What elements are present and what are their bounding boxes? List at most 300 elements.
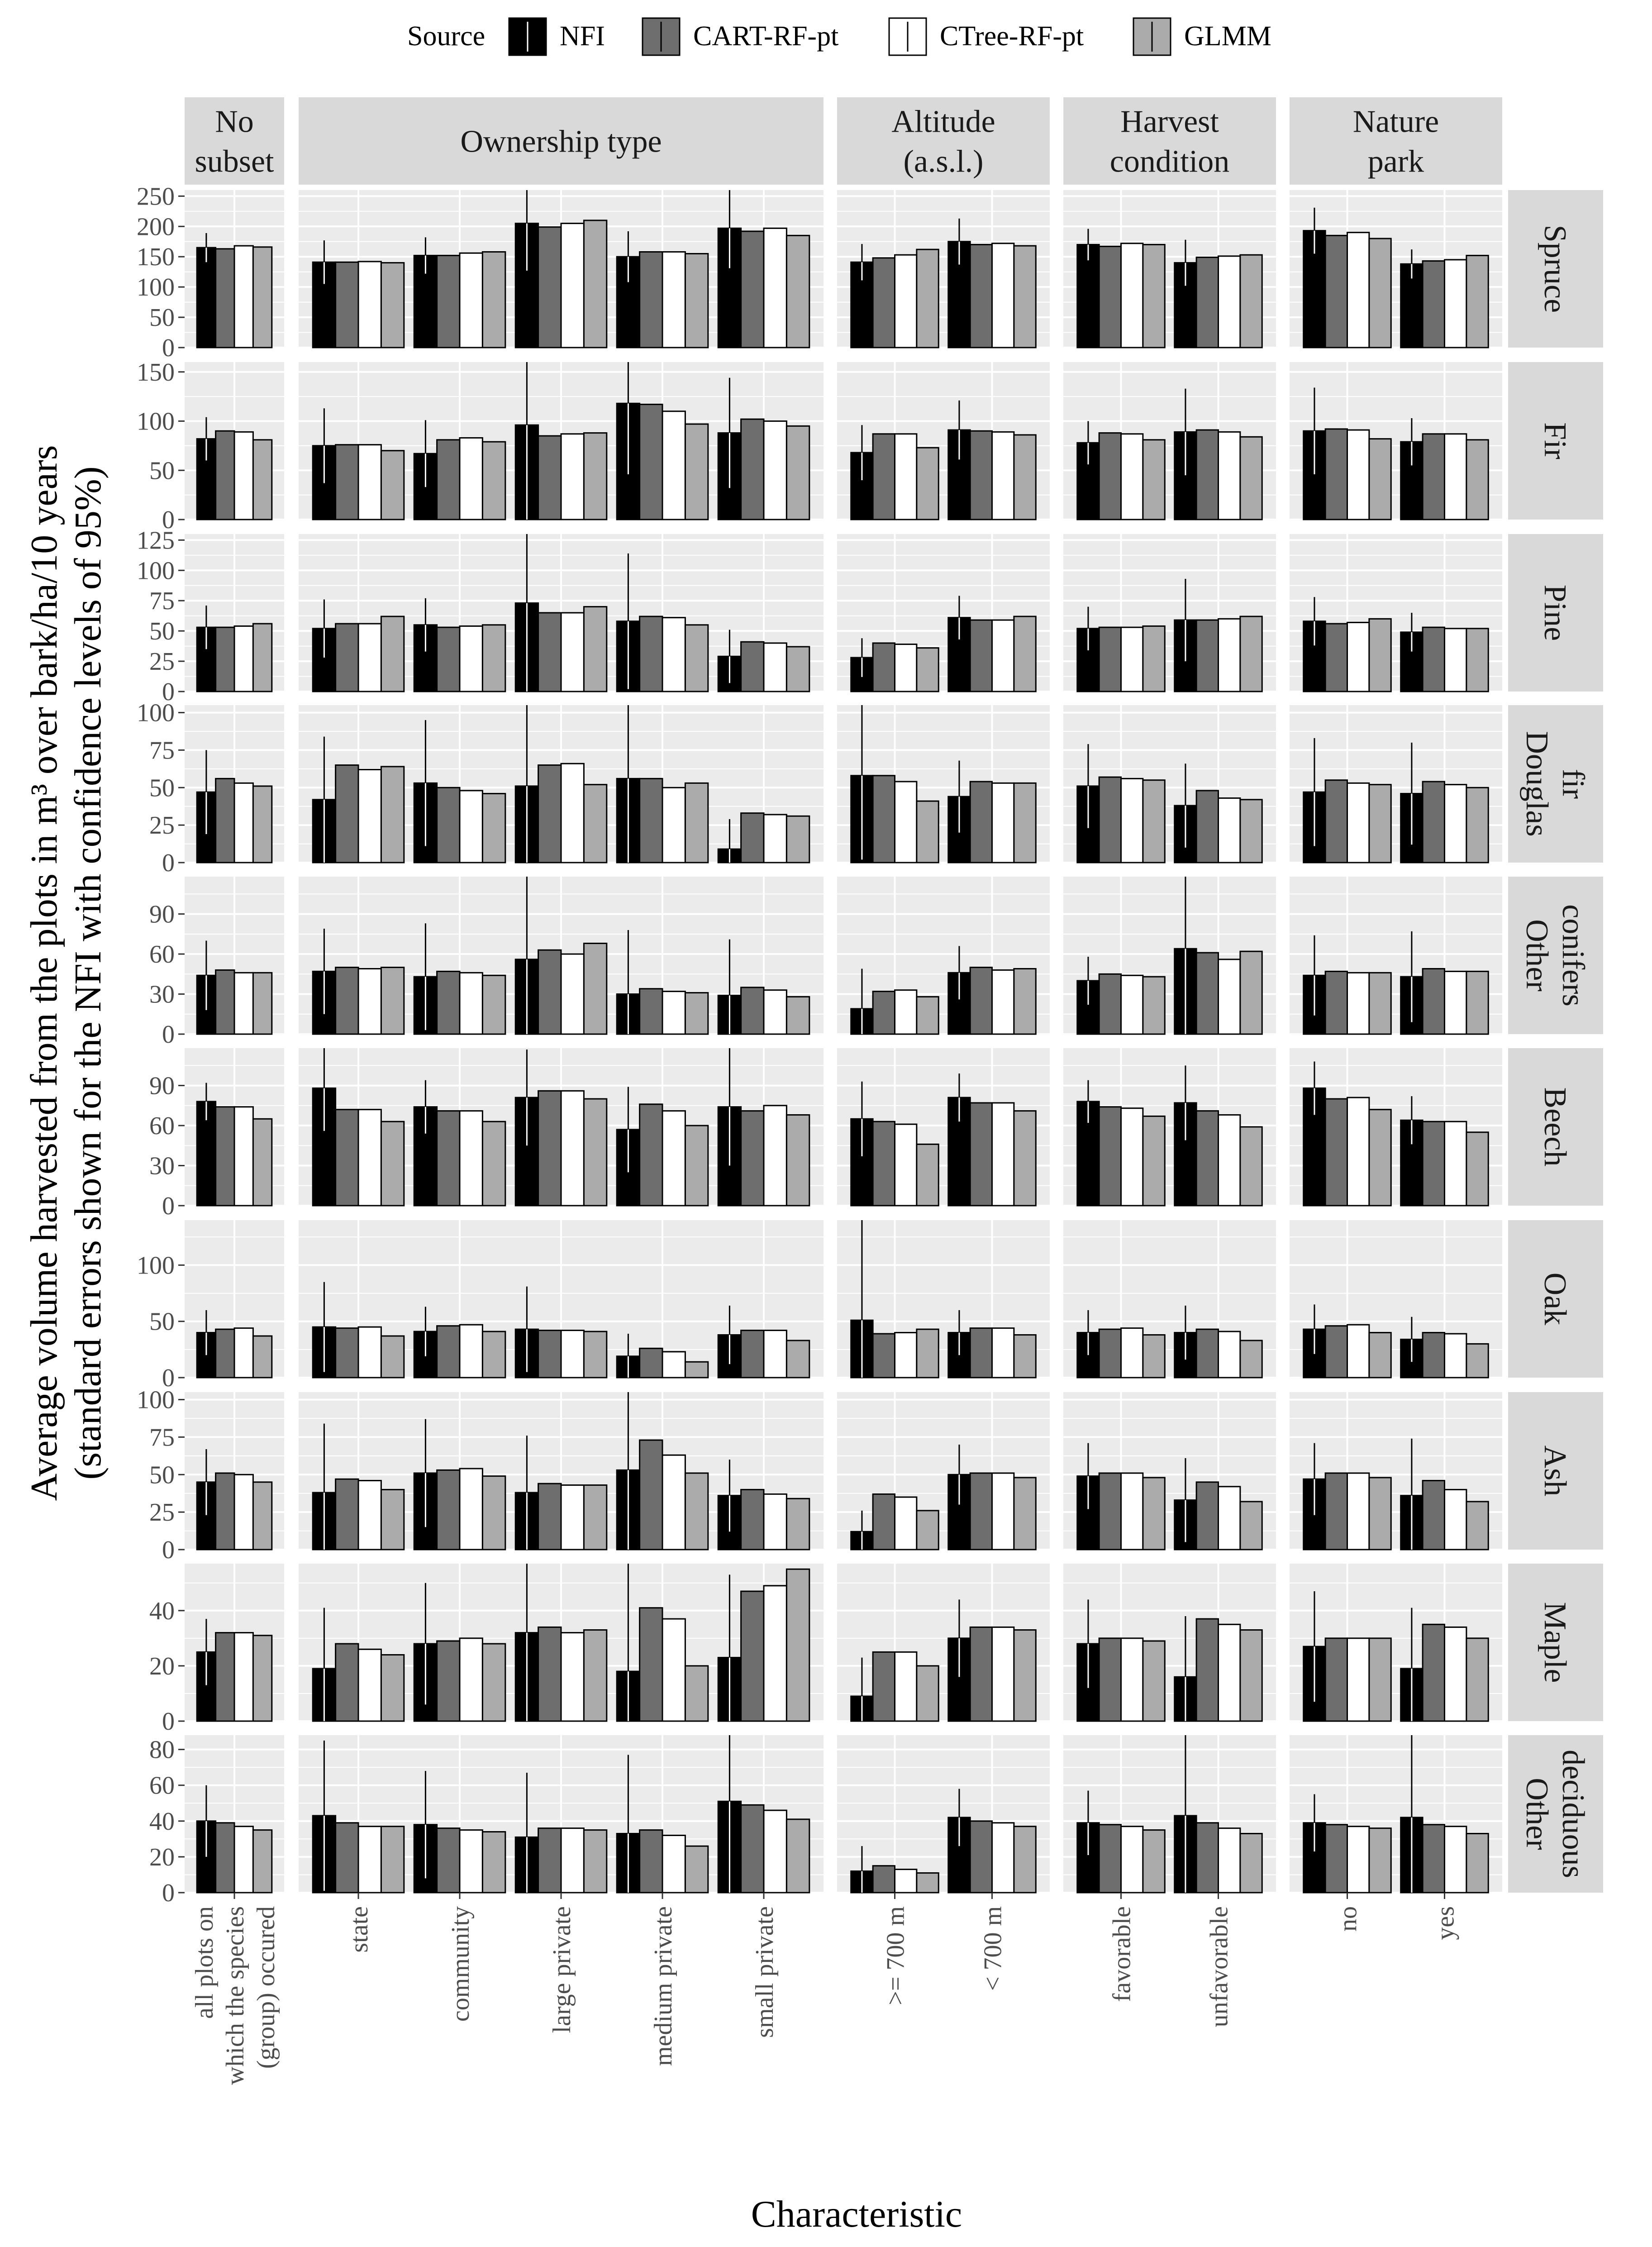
y-tick-label: 125 — [137, 526, 175, 555]
y-tick-label: 75 — [149, 736, 175, 765]
bar-glmm — [381, 1489, 404, 1550]
row-strip-label: fir — [1556, 768, 1590, 799]
column-strip-label: (a.s.l.) — [903, 144, 984, 179]
bar-ctree-rf-pt — [764, 1494, 786, 1550]
bar-cart-rf-pt — [640, 1104, 662, 1206]
bar-ctree-rf-pt — [358, 1110, 381, 1206]
bar-cart-rf-pt — [1099, 1638, 1121, 1721]
row-strip-label: conifers — [1556, 904, 1590, 1007]
bar-glmm — [381, 616, 404, 692]
bar-glmm — [917, 1666, 938, 1721]
bar-cart-rf-pt — [1196, 1619, 1218, 1721]
bar-glmm — [1014, 616, 1036, 692]
y-tick-label: 20 — [149, 1652, 175, 1680]
bar-cart-rf-pt — [437, 787, 460, 863]
bar-glmm — [1369, 619, 1391, 692]
y-tick-label: 100 — [137, 407, 175, 436]
column-strip-label: No — [215, 104, 254, 139]
bar-cart-rf-pt — [1196, 1482, 1218, 1550]
bar-glmm — [253, 1830, 271, 1893]
bar-glmm — [381, 1655, 404, 1721]
y-tick-label: 0 — [162, 506, 175, 534]
y-tick-label: 0 — [162, 1021, 175, 1049]
bar-glmm — [1466, 1344, 1488, 1378]
bar-cart-rf-pt — [538, 1331, 561, 1378]
bar-ctree-rf-pt — [895, 1870, 917, 1893]
bar-ctree-rf-pt — [764, 421, 786, 520]
bar-ctree-rf-pt — [764, 1586, 786, 1721]
bar-ctree-rf-pt — [895, 1124, 917, 1206]
bar-glmm — [381, 263, 404, 348]
bar-cart-rf-pt — [538, 227, 561, 348]
y-tick-label: 250 — [137, 182, 175, 211]
bar-glmm — [1143, 1116, 1165, 1206]
bar-ctree-rf-pt — [1219, 1624, 1240, 1721]
bar-glmm — [786, 1498, 809, 1550]
bar-glmm — [685, 1362, 708, 1378]
bar-cart-rf-pt — [640, 405, 662, 520]
bar-glmm — [1240, 800, 1262, 863]
bar-glmm — [253, 247, 271, 348]
bar-glmm — [1466, 787, 1488, 863]
bar-cart-rf-pt — [640, 778, 662, 863]
y-tick-label: 100 — [137, 1251, 175, 1280]
y-axis-title: Average volume harvested from the plots in m³ over bark/ha/10 years — [23, 445, 65, 1501]
bar-ctree-rf-pt — [1121, 1638, 1143, 1721]
bar-glmm — [1014, 1335, 1036, 1378]
bar-glmm — [685, 424, 708, 520]
bar-ctree-rf-pt — [460, 1325, 482, 1378]
y-tick-label: 90 — [149, 900, 175, 929]
bar-ctree-rf-pt — [662, 1352, 685, 1378]
y-tick-label: 150 — [137, 243, 175, 272]
bar-ctree-rf-pt — [460, 253, 482, 348]
bar-glmm — [381, 1336, 404, 1378]
bar-ctree-rf-pt — [1219, 798, 1240, 863]
bar-ctree-rf-pt — [1347, 1827, 1369, 1893]
bar-glmm — [253, 973, 271, 1034]
bar-glmm — [685, 1846, 708, 1893]
bar-glmm — [786, 1569, 809, 1721]
bar-glmm — [253, 624, 271, 692]
bar-ctree-rf-pt — [561, 1091, 584, 1206]
row-strip-label: deciduous — [1556, 1750, 1590, 1878]
bar-cart-rf-pt — [1423, 1825, 1444, 1893]
bar-cart-rf-pt — [970, 968, 992, 1034]
row-strip-label: Fir — [1538, 422, 1572, 459]
bar-ctree-rf-pt — [1347, 1325, 1369, 1378]
bar-ctree-rf-pt — [895, 255, 917, 348]
bar-ctree-rf-pt — [992, 1823, 1014, 1893]
column-strip-label: condition — [1109, 144, 1230, 179]
bar-ctree-rf-pt — [764, 1810, 786, 1893]
bar-cart-rf-pt — [437, 440, 460, 520]
bar-cart-rf-pt — [538, 1828, 561, 1893]
bar-ctree-rf-pt — [460, 438, 482, 520]
bar-ctree-rf-pt — [662, 992, 685, 1034]
bar-ctree-rf-pt — [1347, 622, 1369, 692]
bar-glmm — [1369, 785, 1391, 863]
bar-cart-rf-pt — [1325, 624, 1347, 692]
bar-cart-rf-pt — [336, 1823, 358, 1893]
legend-title: Source — [407, 21, 486, 52]
bar-glmm — [1240, 1127, 1262, 1206]
bar-cart-rf-pt — [216, 249, 234, 348]
bar-glmm — [482, 1832, 505, 1893]
bar-glmm — [482, 794, 505, 863]
bar-cart-rf-pt — [1423, 434, 1444, 520]
bar-glmm — [381, 1827, 404, 1893]
bar-cart-rf-pt — [741, 231, 764, 348]
bar-ctree-rf-pt — [358, 262, 381, 348]
bar-ctree-rf-pt — [895, 434, 917, 520]
bar-cart-rf-pt — [640, 1348, 662, 1378]
bar-glmm — [1466, 1638, 1488, 1721]
bar-ctree-rf-pt — [234, 432, 253, 520]
bar-ctree-rf-pt — [234, 1827, 253, 1893]
bar-ctree-rf-pt — [234, 1107, 253, 1206]
bar-cart-rf-pt — [741, 1111, 764, 1206]
bar-cart-rf-pt — [336, 968, 358, 1034]
bar-ctree-rf-pt — [561, 954, 584, 1034]
bar-glmm — [1240, 437, 1262, 520]
bar-glmm — [584, 785, 606, 863]
x-tick-label: no — [1334, 1906, 1362, 1932]
bar-cart-rf-pt — [873, 1652, 895, 1721]
bar-ctree-rf-pt — [764, 228, 786, 348]
bar-glmm — [1143, 1830, 1165, 1893]
x-tick-label: >= 700 m — [881, 1906, 910, 2005]
bar-ctree-rf-pt — [1219, 256, 1240, 348]
bar-glmm — [253, 1636, 271, 1721]
bar-glmm — [1014, 968, 1036, 1034]
bar-ctree-rf-pt — [460, 973, 482, 1034]
bar-ctree-rf-pt — [764, 990, 786, 1034]
y-tick-label: 30 — [149, 980, 175, 1009]
bar-ctree-rf-pt — [895, 1652, 917, 1721]
bar-ctree-rf-pt — [561, 1633, 584, 1721]
y-tick-label: 0 — [162, 849, 175, 877]
bar-ctree-rf-pt — [1121, 1827, 1143, 1893]
bar-cart-rf-pt — [741, 642, 764, 692]
bar-cart-rf-pt — [216, 778, 234, 863]
bar-glmm — [1014, 1111, 1036, 1206]
bar-ctree-rf-pt — [1219, 1487, 1240, 1550]
y-tick-label: 75 — [149, 587, 175, 615]
y-tick-label: 150 — [137, 358, 175, 386]
bar-ctree-rf-pt — [460, 626, 482, 692]
bar-cart-rf-pt — [640, 252, 662, 348]
bar-ctree-rf-pt — [358, 1327, 381, 1378]
bar-ctree-rf-pt — [561, 1331, 584, 1378]
bar-glmm — [482, 252, 505, 348]
bar-cart-rf-pt — [970, 782, 992, 863]
row-strip-label: Beech — [1538, 1087, 1572, 1167]
bar-ctree-rf-pt — [460, 1638, 482, 1721]
bar-cart-rf-pt — [1099, 1329, 1121, 1378]
bar-glmm — [1240, 1630, 1262, 1721]
bar-ctree-rf-pt — [662, 787, 685, 863]
row-strip-label: Other — [1519, 1778, 1554, 1850]
bar-glmm — [482, 625, 505, 692]
bar-glmm — [1369, 1333, 1391, 1378]
bar-nfi — [197, 248, 215, 348]
bar-cart-rf-pt — [1423, 782, 1444, 863]
bar-glmm — [685, 783, 708, 863]
bar-ctree-rf-pt — [992, 1473, 1014, 1550]
bar-cart-rf-pt — [873, 434, 895, 520]
bar-glmm — [917, 801, 938, 863]
bar-cart-rf-pt — [216, 627, 234, 692]
x-tick-label: < 700 m — [979, 1906, 1007, 1991]
bar-glmm — [917, 249, 938, 348]
y-tick-label: 90 — [149, 1072, 175, 1100]
bar-ctree-rf-pt — [992, 1103, 1014, 1206]
bar-glmm — [1143, 244, 1165, 348]
bar-glmm — [917, 1329, 938, 1378]
bar-glmm — [584, 943, 606, 1034]
column-strip-label: Nature — [1352, 104, 1439, 139]
bar-cart-rf-pt — [873, 258, 895, 348]
bar-cart-rf-pt — [538, 950, 561, 1034]
y-tick-label: 60 — [149, 1771, 175, 1800]
x-tick-label: favorable — [1108, 1906, 1136, 2002]
bar-cart-rf-pt — [640, 1440, 662, 1550]
y-tick-label: 0 — [162, 1192, 175, 1220]
bar-ctree-rf-pt — [1121, 1473, 1143, 1550]
bar-cart-rf-pt — [970, 1328, 992, 1378]
bar-glmm — [1143, 1641, 1165, 1721]
bar-ctree-rf-pt — [460, 1111, 482, 1206]
bar-ctree-rf-pt — [358, 1827, 381, 1893]
bar-glmm — [917, 1873, 938, 1893]
bar-glmm — [482, 1476, 505, 1550]
y-tick-label: 20 — [149, 1843, 175, 1871]
bar-glmm — [1466, 1502, 1488, 1550]
bar-glmm — [1014, 1478, 1036, 1550]
bar-glmm — [381, 1121, 404, 1206]
bar-cart-rf-pt — [538, 765, 561, 863]
bar-cart-rf-pt — [873, 776, 895, 863]
bar-cart-rf-pt — [1196, 430, 1218, 520]
bar-ctree-rf-pt — [1121, 975, 1143, 1034]
bar-glmm — [685, 1666, 708, 1721]
bar-ctree-rf-pt — [561, 613, 584, 692]
bar-glmm — [917, 448, 938, 520]
y-tick-label: 100 — [137, 557, 175, 585]
bar-cart-rf-pt — [1423, 1333, 1444, 1378]
bar-glmm — [253, 786, 271, 863]
bar-cart-rf-pt — [873, 1494, 895, 1550]
column-strip-label: park — [1367, 144, 1424, 179]
bar-ctree-rf-pt — [561, 224, 584, 348]
bar-cart-rf-pt — [336, 262, 358, 348]
bar-glmm — [917, 1511, 938, 1550]
bar-ctree-rf-pt — [895, 644, 917, 692]
legend — [407, 18, 1271, 55]
bar-cart-rf-pt — [538, 1091, 561, 1206]
bar-cart-rf-pt — [437, 971, 460, 1034]
y-tick-label: 0 — [162, 1364, 175, 1392]
bar-cart-rf-pt — [538, 1484, 561, 1550]
bar-ctree-rf-pt — [992, 783, 1014, 863]
bar-ctree-rf-pt — [234, 1328, 253, 1378]
bar-ctree-rf-pt — [662, 1455, 685, 1550]
bar-cart-rf-pt — [1325, 235, 1347, 348]
bar-cart-rf-pt — [336, 1110, 358, 1206]
bar-glmm — [1240, 1834, 1262, 1893]
bar-cart-rf-pt — [216, 1329, 234, 1378]
bar-cart-rf-pt — [1325, 1473, 1347, 1550]
bar-glmm — [1143, 440, 1165, 520]
bar-cart-rf-pt — [437, 627, 460, 692]
bar-glmm — [786, 1819, 809, 1893]
bar-glmm — [786, 1341, 809, 1378]
bar-cart-rf-pt — [437, 1828, 460, 1893]
bar-ctree-rf-pt — [234, 783, 253, 863]
bar-ctree-rf-pt — [234, 626, 253, 692]
bar-ctree-rf-pt — [460, 1469, 482, 1550]
legend-item-1: NFI — [560, 21, 605, 52]
legend-item-4: GLMM — [1184, 21, 1271, 52]
bar-cart-rf-pt — [741, 1591, 764, 1721]
bar-ctree-rf-pt — [561, 1485, 584, 1550]
bar-ctree-rf-pt — [764, 643, 786, 692]
bar-glmm — [1466, 1132, 1488, 1206]
row-strip-label: Maple — [1538, 1602, 1572, 1683]
bar-ctree-rf-pt — [1347, 1473, 1369, 1550]
bar-glmm — [482, 1121, 505, 1206]
bar-cart-rf-pt — [741, 419, 764, 520]
bar-glmm — [381, 767, 404, 863]
bar-cart-rf-pt — [336, 624, 358, 692]
x-tick-label: medium private — [649, 1906, 677, 2066]
bar-cart-rf-pt — [1099, 627, 1121, 692]
bar-ctree-rf-pt — [662, 1111, 685, 1206]
bar-glmm — [1466, 1834, 1488, 1893]
x-tick-label: all plots on — [190, 1906, 219, 2019]
bar-cart-rf-pt — [336, 1644, 358, 1721]
bar-cart-rf-pt — [1423, 968, 1444, 1034]
bar-cart-rf-pt — [216, 1473, 234, 1550]
bar-ctree-rf-pt — [358, 624, 381, 692]
y-tick-label: 60 — [149, 1112, 175, 1140]
bar-ctree-rf-pt — [460, 1830, 482, 1893]
bar-ctree-rf-pt — [662, 411, 685, 520]
bar-glmm — [584, 220, 606, 348]
bar-ctree-rf-pt — [1445, 1827, 1466, 1893]
bar-ctree-rf-pt — [1347, 973, 1369, 1034]
bar-glmm — [1466, 256, 1488, 348]
bar-ctree-rf-pt — [1445, 1334, 1466, 1378]
bar-glmm — [584, 1099, 606, 1206]
bar-glmm — [917, 648, 938, 692]
column-strip-label: Harvest — [1120, 104, 1219, 139]
column-strip-label: Ownership type — [460, 124, 662, 159]
bar-cart-rf-pt — [437, 256, 460, 348]
y-tick-label: 100 — [137, 1386, 175, 1414]
bar-cart-rf-pt — [437, 1470, 460, 1550]
bar-glmm — [786, 235, 809, 348]
bar-ctree-rf-pt — [895, 1497, 917, 1550]
bar-glmm — [685, 1126, 708, 1206]
bar-ctree-rf-pt — [234, 973, 253, 1034]
bar-cart-rf-pt — [1196, 620, 1218, 692]
bar-cart-rf-pt — [336, 445, 358, 520]
row-strip-label: Ash — [1538, 1445, 1572, 1497]
bar-ctree-rf-pt — [895, 990, 917, 1034]
bar-glmm — [1369, 1638, 1391, 1721]
bar-glmm — [1369, 1478, 1391, 1550]
bar-cart-rf-pt — [970, 244, 992, 348]
x-tick-label: (group) occured — [252, 1906, 280, 2069]
bar-glmm — [482, 442, 505, 520]
bar-glmm — [253, 440, 271, 520]
bar-ctree-rf-pt — [1121, 1328, 1143, 1378]
bar-cart-rf-pt — [970, 1473, 992, 1550]
bar-cart-rf-pt — [1099, 1825, 1121, 1893]
x-tick-label: state — [345, 1906, 373, 1953]
bar-cart-rf-pt — [538, 1627, 561, 1721]
bar-glmm — [685, 254, 708, 348]
bar-ctree-rf-pt — [358, 770, 381, 863]
bar-glmm — [917, 997, 938, 1034]
bar-glmm — [786, 816, 809, 863]
y-tick-label: 50 — [149, 1461, 175, 1489]
y-tick-label: 0 — [162, 334, 175, 362]
x-tick-label: large private — [548, 1906, 576, 2033]
bar-glmm — [1466, 629, 1488, 692]
bar-glmm — [1369, 1828, 1391, 1893]
bar-cart-rf-pt — [970, 620, 992, 692]
bar-cart-rf-pt — [437, 1641, 460, 1721]
bar-glmm — [786, 997, 809, 1034]
y-tick-label: 0 — [162, 1536, 175, 1564]
bar-cart-rf-pt — [640, 616, 662, 692]
y-tick-label: 25 — [149, 648, 175, 676]
bar-ctree-rf-pt — [1121, 434, 1143, 520]
row-strip-label: Douglas — [1519, 731, 1554, 837]
bar-cart-rf-pt — [1196, 791, 1218, 863]
bar-cart-rf-pt — [216, 970, 234, 1034]
bar-glmm — [584, 1830, 606, 1893]
bar-glmm — [1014, 246, 1036, 348]
bar-cart-rf-pt — [1099, 974, 1121, 1034]
bar-glmm — [1369, 439, 1391, 520]
y-tick-label: 50 — [149, 1307, 175, 1336]
row-strip-label: Other — [1519, 919, 1554, 992]
bar-cart-rf-pt — [1196, 258, 1218, 348]
bar-cart-rf-pt — [1423, 1121, 1444, 1206]
bar-cart-rf-pt — [1099, 1473, 1121, 1550]
bar-cart-rf-pt — [336, 1328, 358, 1378]
y-tick-label: 40 — [149, 1597, 175, 1625]
bar-ctree-rf-pt — [992, 1328, 1014, 1378]
bar-cart-rf-pt — [873, 643, 895, 692]
bar-glmm — [584, 1630, 606, 1721]
x-tick-label: yes — [1431, 1906, 1460, 1940]
bar-cart-rf-pt — [1423, 1624, 1444, 1721]
bar-ctree-rf-pt — [895, 1333, 917, 1378]
bar-glmm — [786, 426, 809, 520]
bar-glmm — [1143, 780, 1165, 863]
bar-cart-rf-pt — [873, 992, 895, 1034]
bar-glmm — [1143, 626, 1165, 692]
bar-cart-rf-pt — [1099, 777, 1121, 863]
bar-cart-rf-pt — [437, 1111, 460, 1206]
y-tick-label: 50 — [149, 774, 175, 802]
legend-item-3: CTree-RF-pt — [940, 21, 1084, 52]
